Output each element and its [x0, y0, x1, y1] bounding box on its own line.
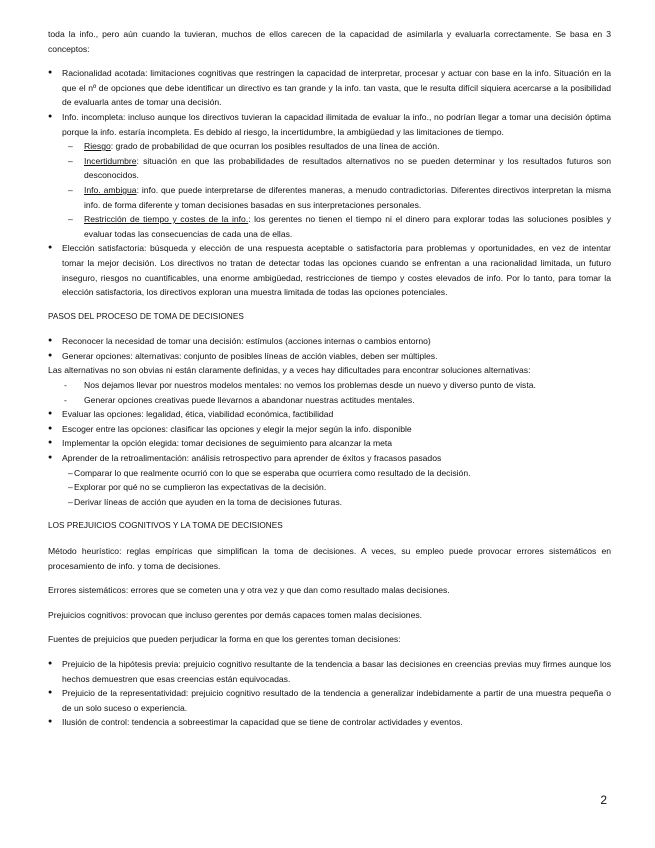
sub-item-time-cost: – Restricción de tiempo y costes de la info.: los gerentes no tienen el tiempo ni el dinero para explorar todas las soluciones posibles y evaluar todas las consecuencias de cada una de ellas. — [48, 212, 611, 241]
concept-bounded-rationality: ● Racionalidad acotada: limitaciones cognitivas que restringen la capacidad de interpretar, procesar y actuar con base en la info. Situación en la que el nº de opciones que debe identificar un directivo es tan grande y la info. tan vasta, que le resulta difícil siquiera acercarse a la posibilidad de evaluarla antes de tomar una decisión. — [48, 66, 611, 110]
concept-incomplete-info-text: Info. incompleta: incluso aunque los directivos tuvieran la capacidad ilimitada de evaluar la info., no podrían llegar a tomar una decisión óptima porque la info. estaría incompleta. Es debido al riesgo, la incertidumbre, la ambigüedad y las limitaciones de tiempo. — [62, 111, 611, 137]
intro-paragraph: toda la info., pero aún cuando la tuvieran, muchos de ellos carecen de la capacidad de asimilarla y evaluarla correctamente. Se basa en 3 conceptos: — [48, 29, 611, 54]
feedback-item: – Comparar lo que realmente ocurrió con lo que se esperaba que ocurriera como resultado de la decisión. — [48, 466, 611, 481]
steps-list-a — [48, 334, 611, 363]
step-implement: ● Implementar la opción elegida: tomar decisiones de seguimiento para alcanzar la meta — [48, 436, 611, 451]
concepts-list — [48, 66, 611, 300]
concept-incomplete-info — [48, 110, 611, 241]
feedback-item: – Explorar por qué no se cumplieron las expectativas de la decisión. — [48, 480, 611, 495]
sources-intro-paragraph: Fuentes de prejuicios que pueden perjudicar la forma en que los gerentes toman decisiones: — [48, 634, 401, 645]
sub-item-uncertainty: – Incertidumbre: situación en que las probabilidades de resultados alternativos no se pueden determinar y los resultados futuros son desconocidos. — [48, 154, 611, 183]
alternatives-list — [48, 378, 611, 407]
sub-item-ambiguous-info: – Info. ambigua: info. que puede interpretarse de diferentes maneras, a menudo contradictorias. Diferentes directivos interpretan la misma info. de forma diferente y toman decisiones basadas en sus interpretaciones personales. — [48, 183, 611, 212]
step-evaluate: ● Evaluar las opciones: legalidad, ética, viabilidad económica, factibilidad — [48, 407, 611, 422]
feedback-sublist — [48, 466, 611, 510]
step-generate: ● Generar opciones: alternativas: conjunto de posibles líneas de acción viables, deben ser múltiples. — [48, 349, 611, 364]
steps-list-b — [48, 407, 611, 509]
bias-prior-hypothesis: ● Prejuicio de la hipótesis previa: prejuicio cognitivo resultante de la tendencia a basar las decisiones en creencias previas muy firmes aunque los hechos demuestren que esas creencias están equivocadas. — [48, 657, 611, 686]
bias-heading: LOS PREJUICIOS COGNITIVOS Y LA TOMA DE DECISIONES — [48, 521, 283, 531]
step-choose: ● Escoger entre las opciones: clasificar las opciones y elegir la mejor según la info. disponible — [48, 422, 611, 437]
step-recognize: ● Reconocer la necesidad de tomar una decisión: estímulos (acciones internas o cambios entorno) — [48, 334, 611, 349]
page-number: 2 — [600, 793, 607, 807]
sub-item-risk: – Riesgo: grado de probabilidad de que ocurran los posibles resultados de una línea de acción. — [48, 139, 611, 154]
step-learn-text: Aprender de la retroalimentación: análisis retrospectivo para aprender de éxitos y fracasos pasados — [62, 453, 442, 464]
steps-heading: PASOS DEL PROCESO DE TOMA DE DECISIONES — [48, 311, 244, 321]
concept-satisficing: ● Elección satisfactoria: búsqueda y elección de una respuesta aceptable o satisfactoria para problemas y oportunidades, en vez de intentar tomar la mejor decisión. Los directivos no tratan de detectar todas las opciones cuando se enfrentan a una racionalidad limitada, un futuro inseguro, riesgos no cuantificables, una enorme ambigüedad, restricciones de tiempo y costes elevados de info. Por lo tanto, para tomar la elección satisfactoria, los directivos exploran una muestra limitada de todas las opciones potenciales. — [48, 241, 611, 299]
alternatives-item: - Generar opciones creativas puede llevarnos a abandonar nuestras actitudes mentales. — [48, 393, 611, 408]
alternatives-note: Las alternativas no son obvias ni están claramente definidas, y a veces hay dificultades para encontrar soluciones alternativas: — [48, 365, 531, 376]
incomplete-info-sublist — [48, 139, 611, 241]
step-learn — [48, 451, 611, 509]
cognitive-biases-paragraph: Prejuicios cognitivos: provocan que incluso gerentes por demás capaces tomen malas decisiones. — [48, 609, 423, 620]
term-time-cost: Restricción de tiempo y costes de la info. — [84, 214, 249, 225]
heuristic-paragraph: Método heurístico: reglas empíricas que simplifican la toma de decisiones. A veces, su empleo puede provocar errores sistemáticos en procesamiento de info. y toma de decisiones. — [48, 546, 611, 571]
document-page — [48, 27, 611, 730]
alternatives-item: - Nos dejamos llevar por nuestros modelos mentales: no vemos los problemas desde un nuevo y diverso punto de vista. — [48, 378, 611, 393]
bias-list — [48, 657, 611, 730]
systematic-errors-paragraph: Errores sistemáticos: errores que se cometen una y otra vez y que dan como resultado malas decisiones. — [48, 585, 450, 596]
term-uncertainty: Incertidumbre — [84, 155, 137, 166]
bias-illusion-of-control: ● Ilusión de control: tendencia a sobreestimar la capacidad que se tiene de controlar actividades y eventos. — [48, 715, 611, 730]
term-ambiguous-info: Info. ambigua — [84, 184, 137, 195]
feedback-item: – Derivar líneas de acción que ayuden en la toma de decisiones futuras. — [48, 495, 611, 510]
bias-representativeness: ● Prejuicio de la representatividad: prejuicio cognitivo resultado de la tendencia a generalizar indebidamente a partir de una muestra pequeña o de un solo suceso o experiencia. — [48, 686, 611, 715]
term-risk: Riesgo — [84, 141, 111, 152]
